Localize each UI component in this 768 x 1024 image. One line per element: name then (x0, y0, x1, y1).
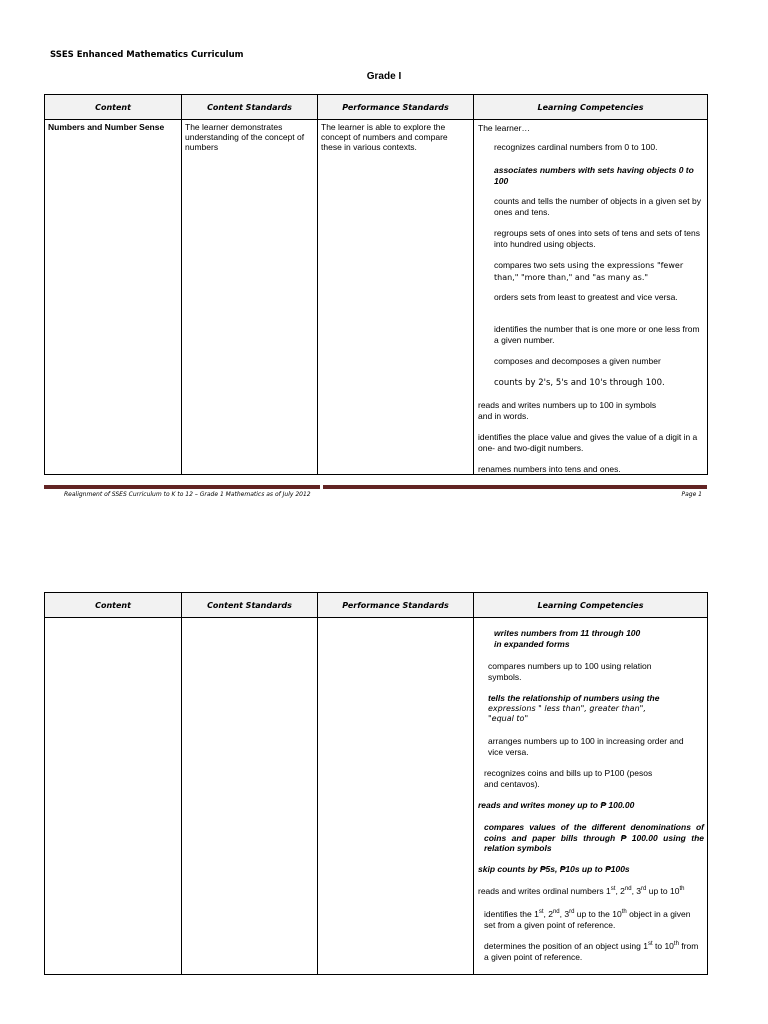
performance-standards-cell (318, 120, 474, 475)
list-item: reads and writes money up to ₱ 100.00 (478, 800, 635, 810)
competency-intro: The learner… (478, 123, 530, 133)
content-standards-text: The learner demonstrates understanding of the concept of numbers (185, 122, 305, 152)
content-text: Numbers and Number Sense (48, 122, 165, 132)
list-item: compares numbers up to 100 using relation symbols. (488, 661, 652, 682)
performance-standards-cell (318, 618, 474, 975)
column-header-content: Content (45, 593, 182, 618)
competency-expression: using the expressions "fewer than," "more than," and "as many as." (494, 261, 684, 282)
table-header-row (45, 593, 708, 618)
content-cell (45, 120, 182, 475)
content-cell (45, 618, 182, 975)
column-header-content-standards: Content Standards (182, 593, 318, 618)
curriculum-table-page-2 (44, 592, 708, 975)
column-header-content: Content (45, 95, 182, 120)
table-header-row (45, 95, 708, 120)
list-item: writes numbers from 11 through 100 in expanded forms (494, 628, 641, 649)
list-item: identifies the place value and gives the value of a digit in a one- and two-digit numbers. (478, 432, 698, 453)
performance-standards-text: The learner is able to explore the concept of numbers and compare these in various contexts. (321, 122, 448, 152)
column-header-performance-standards: Performance Standards (318, 593, 474, 618)
footer-rule (44, 485, 707, 489)
column-header-learning-competencies: Learning Competencies (474, 593, 708, 618)
competency-expression: expressions " less than", greater than", "equal to" (488, 703, 646, 723)
document-header: SSES Enhanced Mathematics Curriculum (50, 50, 244, 60)
list-item: regroups sets of ones into sets of tens and sets of tens into hundred using objects. (494, 228, 701, 249)
list-item (488, 693, 688, 725)
column-header-learning-competencies: Learning Competencies (474, 95, 708, 120)
competency-list (474, 618, 707, 974)
list-item: reads and writes numbers up to 100 in symbols and in words. (478, 400, 657, 421)
list-item: associates numbers with sets having objects 0 to 100 (494, 165, 694, 186)
list-item: arranges numbers up to 100 in increasing order and vice versa. (488, 736, 684, 757)
list-item: orders sets from least to greatest and vice versa. (494, 292, 678, 302)
competency-text: compares two sets (494, 260, 565, 270)
list-item: composes and decomposes a given number (494, 356, 661, 366)
footer-left-text: Realignment of SSES Curriculum to K to 12 – Grade 1 Mathematics as of July 2012 (64, 491, 311, 498)
list-item: counts and tells the number of objects in a given set by ones and tens. (494, 196, 701, 217)
table-row (45, 618, 708, 975)
list-item: compares values of the different denominations of coins and paper bills through ₱ 100.00 using the relation symbols (484, 822, 704, 853)
page-number: Page 1 (681, 491, 702, 498)
list-item: recognizes coins and bills up to P100 (pesos and centavos). (484, 768, 653, 789)
column-header-content-standards: Content Standards (182, 95, 318, 120)
content-standards-cell (182, 618, 318, 975)
competency-list (474, 120, 707, 474)
learning-competencies-cell (474, 120, 708, 475)
list-item: identifies the number that is one more or one less from a given number. (494, 324, 700, 345)
list-item (494, 260, 706, 283)
list-item: determines the position of an object using 1st to 10th from a given point of reference. (484, 941, 699, 962)
list-item: identifies the 1st, 2nd, 3rd up to the 10th object in a given set from a given point of reference. (484, 909, 691, 930)
table-row (45, 120, 708, 475)
grade-title: Grade I (366, 71, 402, 82)
list-item: renames numbers into tens and ones. (478, 464, 621, 474)
list-item: skip counts by ₱5s, ₱10s up to ₱100s (478, 864, 630, 874)
list-item: counts by 2's, 5's and 10's through 100. (494, 378, 665, 388)
competency-text: tells the relationship of numbers using the (488, 693, 660, 703)
content-standards-cell (182, 120, 318, 475)
list-item: recognizes cardinal numbers from 0 to 100. (494, 142, 658, 152)
learning-competencies-cell (474, 618, 708, 975)
list-item: reads and writes ordinal numbers 1st, 2nd, 3rd up to 10th (478, 886, 685, 896)
column-header-performance-standards: Performance Standards (318, 95, 474, 120)
curriculum-table-page-1 (44, 94, 708, 475)
